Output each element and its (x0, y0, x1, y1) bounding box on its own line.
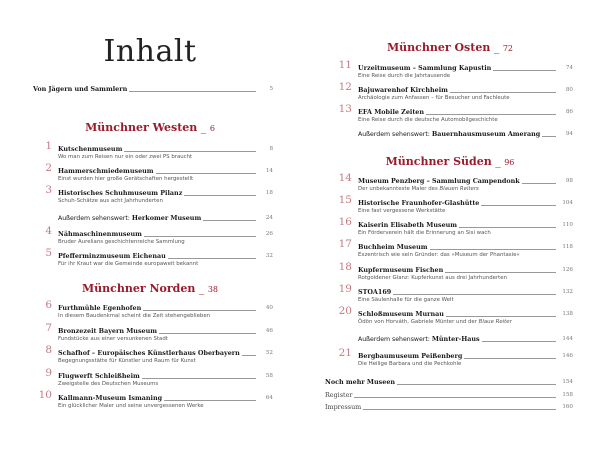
entry-title-text: Nähmaschinenmuseum (58, 230, 142, 238)
page-number: 138 (562, 311, 573, 317)
section-heading-east: Münchner Osten _ 72 (386, 41, 514, 54)
entry-title-text: Historische Fraunhofer-Glashütte (358, 199, 480, 207)
entry-subtitle-text: Wo man zum Reisen nur ein oder zwei PS braucht (58, 154, 193, 160)
section-page-number: 6 (209, 124, 215, 133)
entry-title-text: Bajuwarenhof Kirchheim (358, 86, 448, 94)
toc-entry[interactable] (358, 241, 573, 252)
leader-line (445, 272, 556, 273)
entry-title: Impressum (325, 403, 362, 411)
entry-title (358, 266, 443, 275)
leader-line (459, 227, 556, 228)
page-number: 86 (565, 109, 573, 115)
entry-subtitle (58, 381, 158, 387)
entry-subtitle-text: Exzentrisch wie sein Gründer: das »Museum der Phantasie« (358, 252, 520, 258)
entry-number: 7 (45, 322, 52, 334)
entry-title (58, 349, 240, 358)
leader-line (168, 258, 256, 259)
entry-number: 10 (38, 389, 52, 401)
page-number: 14 (265, 168, 273, 174)
entry-subtitle-text: Für ihr Kraut war die Gemeinde europaweit bekannt (58, 261, 199, 267)
toc-entry-back-matter[interactable] (325, 401, 573, 412)
page-number: 146 (562, 353, 573, 359)
entry-subtitle-text: Der unbekannteste Maler des (358, 186, 440, 192)
page-number: 8 (269, 146, 273, 152)
leader-line (124, 151, 256, 152)
page-number: 158 (562, 392, 573, 398)
entry-title (358, 177, 520, 186)
entry-subtitle (358, 73, 450, 79)
page-number: 126 (562, 267, 573, 273)
entry-subtitle (358, 319, 512, 325)
entry-number: 20 (338, 305, 352, 317)
toc-entry-back-matter[interactable] (325, 389, 573, 400)
toc-entry[interactable] (58, 228, 273, 239)
entry-subtitle (58, 261, 198, 267)
entry-title (58, 214, 201, 223)
entry-number: 8 (45, 344, 52, 356)
section-page-number: 72 (502, 44, 514, 53)
leader-line (393, 294, 556, 295)
toc-entry[interactable] (358, 350, 573, 361)
entry-subtitle-text: Ein Förderverein hält die Erinnerung an Sisi wach (358, 230, 491, 236)
page-number: 110 (562, 222, 573, 228)
entry-subtitle-text: Schuh-Schätze aus acht Jahrhunderten (58, 198, 163, 204)
entry-subtitle (58, 198, 163, 204)
page-number: 98 (565, 178, 573, 184)
toc-entry[interactable] (358, 84, 573, 95)
entry-number: 3 (45, 184, 52, 196)
page-number: 5 (269, 86, 273, 92)
entry-title-text: Münter-Haus (431, 335, 480, 343)
entry-subtitle (58, 403, 204, 409)
toc-entry[interactable] (58, 165, 273, 176)
entry-title (58, 145, 122, 154)
entry-title (358, 288, 391, 297)
entry-subtitle-text: In diesem Baudenkmal scheint die Zeit stehengeblieben (58, 313, 211, 319)
page-number: 144 (562, 336, 573, 342)
entry-subtitle-text: Rotgoldener Glanz: Kupferkunst aus drei Jahrhunderten (358, 275, 508, 281)
entry-number: 13 (338, 103, 352, 115)
leader-line (203, 220, 256, 221)
entry-title-text: Bauernhausmuseum Amerang (431, 130, 541, 138)
toc-entry[interactable] (58, 302, 273, 313)
entry-subtitle (358, 275, 507, 281)
entry-subtitle-text: Bruder Aurelians geschichtenreiche Sammlung (58, 239, 185, 245)
leader-line (464, 358, 556, 359)
entry-title (58, 327, 157, 336)
entry-title-text: STOA169 (358, 288, 392, 296)
entry-prefix: Außerdem sehenswert: (58, 215, 132, 222)
page-number: 52 (265, 350, 273, 356)
entry-title (358, 64, 491, 73)
leader-line (542, 136, 556, 137)
entry-title-text: Herkomer Museum (131, 214, 202, 222)
page-number: 26 (265, 231, 273, 237)
section-page-number: 38 (207, 285, 219, 294)
entry-subtitle-italic: Blaue Reiter (478, 319, 512, 325)
entry-title (358, 243, 428, 252)
entry-title-text: Bergbaumuseum Peißenberg (358, 352, 463, 360)
toc-entry[interactable] (358, 106, 573, 117)
entry-number: 21 (338, 347, 352, 359)
toc-entry[interactable] (358, 62, 573, 73)
entry-subtitle (58, 358, 196, 364)
entry-title: Noch mehr Museen (325, 378, 396, 386)
leader-line (142, 378, 256, 379)
entry-title-text: Buchheim Museum (358, 243, 428, 251)
page-number: 94 (565, 131, 573, 137)
entry-title-text: Furthmühle Egenhofen (58, 304, 142, 312)
entry-number: 9 (45, 367, 52, 379)
page-number: 132 (562, 289, 573, 295)
entry-subtitle (358, 117, 498, 123)
entry-subtitle (358, 230, 491, 236)
entry-number: 12 (338, 81, 352, 93)
leader-line (159, 333, 256, 334)
leader-line (354, 397, 556, 398)
page-number: 58 (265, 373, 273, 379)
entry-title (358, 310, 444, 319)
leader-line (481, 205, 556, 206)
page-number: 74 (565, 65, 573, 71)
entry-title (358, 130, 540, 139)
entry-title (58, 372, 140, 381)
entry-title (358, 335, 480, 344)
entry-title (58, 189, 182, 198)
entry-title-text: Kupfermuseum Fischen (358, 266, 444, 274)
entry-title-text: Kallmann-Museum Ismaning (58, 394, 163, 402)
entry-number: 16 (338, 216, 352, 228)
toc-entry[interactable] (58, 143, 273, 154)
entry-number: 5 (45, 247, 52, 259)
entry-number: 11 (338, 59, 352, 71)
leader-line (143, 310, 256, 311)
entry-prefix: Außerdem sehenswert: (358, 336, 432, 343)
entry-number: 19 (338, 283, 352, 295)
entry-title (358, 352, 462, 361)
entry-subtitle-text: Fundstücke aus einer versunkenen Stadt (58, 336, 168, 342)
page-number: 80 (565, 87, 573, 93)
toc-entry[interactable] (358, 286, 573, 297)
entry-number: 1 (45, 140, 52, 152)
page-number: 64 (265, 395, 273, 401)
page-number: 18 (265, 190, 273, 196)
entry-subtitle (58, 239, 185, 245)
toc-entry[interactable] (358, 219, 573, 230)
entry-number: 15 (338, 194, 352, 206)
toc-entry-back-matter[interactable] (325, 376, 573, 387)
leader-line (446, 316, 556, 317)
entry-title-text: Museum Penzberg – Sammlung Campendonk (358, 177, 520, 185)
entry-title (358, 199, 479, 208)
entry-subtitle-text: Eine Reise durch die deutsche Automobilgeschichte (358, 117, 498, 123)
page-number: 24 (265, 215, 273, 221)
entry-title (358, 221, 457, 230)
entry-title (58, 252, 166, 261)
entry-subtitle (58, 336, 168, 342)
entry-subtitle-text: Eine Reise durch die Jahrtausende (358, 73, 451, 79)
entry-title-text: Schafhof – Europäisches Künstlerhaus Oberbayern (58, 349, 240, 357)
entry-title-text: Hammerschmiedemuseum (58, 167, 154, 175)
entry-title-text: Bronzezeit Bayern Museum (58, 327, 158, 335)
entry-subtitle (358, 208, 445, 214)
entry-title (358, 86, 448, 95)
page-number: 40 (265, 305, 273, 311)
leader-line (156, 173, 256, 174)
page-number: 46 (265, 328, 273, 334)
leader-line (493, 70, 556, 71)
leader-line (426, 114, 556, 115)
leader-line (450, 92, 556, 93)
entry-title (58, 167, 154, 176)
entry-subtitle-text: Ödön von Horváth, Gabriele Münter und der (358, 319, 479, 325)
entry-subtitle (358, 186, 479, 192)
toc-entry[interactable] (58, 250, 273, 261)
entry-title-text: Kutschenmuseum (58, 145, 123, 153)
page-number: 118 (562, 244, 573, 250)
leader-line (482, 341, 556, 342)
page-number: 160 (562, 404, 573, 410)
entry-number: 17 (338, 238, 352, 250)
toc-entry-intro[interactable] (33, 83, 273, 94)
entry-subtitle-text: Begegnungsstätte für Künstler und Raum für Kunst (58, 358, 196, 364)
entry-subtitle (58, 154, 192, 160)
entry-title-text: Flugwerft Schleißheim (58, 372, 140, 380)
entry-number: 2 (45, 162, 52, 174)
entry-number: 6 (45, 299, 52, 311)
entry-title: Register (325, 391, 353, 399)
page-title: Inhalt (103, 34, 197, 69)
entry-subtitle-text: Einst wurden hier große Gerätschaften hergestellt (58, 176, 194, 182)
entry-subtitle-text: Zweigstelle des Deutschen Museums (58, 381, 159, 387)
page-number: 154 (562, 379, 573, 385)
leader-line (144, 236, 256, 237)
toc-entry[interactable] (58, 187, 273, 198)
leader-line (363, 409, 556, 410)
leader-line (242, 355, 256, 356)
page-number: 32 (265, 253, 273, 259)
entry-subtitle (58, 313, 210, 319)
leader-line (184, 195, 256, 196)
entry-subtitle (358, 361, 461, 367)
entry-number: 14 (338, 172, 352, 184)
entry-title (358, 108, 424, 117)
section-heading-south: Münchner Süden _ 96 (385, 155, 515, 168)
entry-subtitle (358, 297, 454, 303)
toc-entry[interactable] (58, 370, 273, 381)
entry-title-text: Urzeitmuseum – Sammlung Kapustin (358, 64, 492, 72)
leader-line (522, 183, 556, 184)
toc-entry[interactable] (58, 212, 273, 223)
section-heading-north: Münchner Norden _ 38 (81, 282, 219, 295)
entry-subtitle-text: Archäologie zum Anfassen – für Besucher und Fachleute (358, 95, 510, 101)
entry-title (58, 394, 162, 403)
right-page (300, 0, 600, 450)
entry-subtitle-text: Die Heilige Barbara und die Pechkohle (358, 361, 462, 367)
entry-title-text: Schloßmuseum Murnau (358, 310, 444, 318)
entry-title-text: EFA Mobile Zeiten (358, 108, 424, 116)
entry-subtitle (358, 252, 520, 258)
section-page-number: 96 (504, 158, 515, 167)
entry-number: 18 (338, 261, 352, 273)
leader-line (430, 249, 556, 250)
toc-entry[interactable] (58, 392, 273, 403)
entry-subtitle-text: Eine fast vergessene Werkstätte (358, 208, 446, 214)
page-number: 104 (562, 200, 573, 206)
section-heading-west: Münchner Westen _ 6 (85, 121, 215, 134)
entry-title (58, 230, 142, 239)
entry-title-text: Kaiserin Elisabeth Museum (358, 221, 458, 229)
entry-subtitle (358, 95, 510, 101)
toc-entry[interactable] (358, 264, 573, 275)
toc-entry[interactable] (358, 308, 573, 319)
toc-entry[interactable] (358, 333, 573, 344)
toc-entry[interactable] (58, 347, 273, 358)
entry-title-text: Historisches Schuhmuseum Pilanz (58, 189, 183, 197)
entry-subtitle-text: Eine Säulenhalle für die ganze Welt (358, 297, 454, 303)
toc-entry[interactable] (58, 325, 273, 336)
entry-title-text: Pfefferminzmuseum Eichenau (58, 252, 166, 260)
leader-line (129, 91, 256, 92)
entry-number: 4 (45, 225, 52, 237)
entry-prefix: Außerdem sehenswert: (358, 131, 432, 138)
entry-title (58, 304, 141, 313)
toc-entry[interactable] (358, 175, 573, 186)
leader-line (164, 400, 256, 401)
entry-subtitle (58, 176, 193, 182)
leader-line (397, 384, 556, 385)
entry-subtitle-text: Ein glücklicher Maler und seine unvergessenen Werke (58, 403, 204, 409)
entry-title: Von Jägern und Sammlern (33, 85, 128, 93)
entry-subtitle-italic: Blauen Reiters (439, 186, 479, 192)
toc-entry[interactable] (358, 128, 573, 139)
toc-entry[interactable] (358, 197, 573, 208)
